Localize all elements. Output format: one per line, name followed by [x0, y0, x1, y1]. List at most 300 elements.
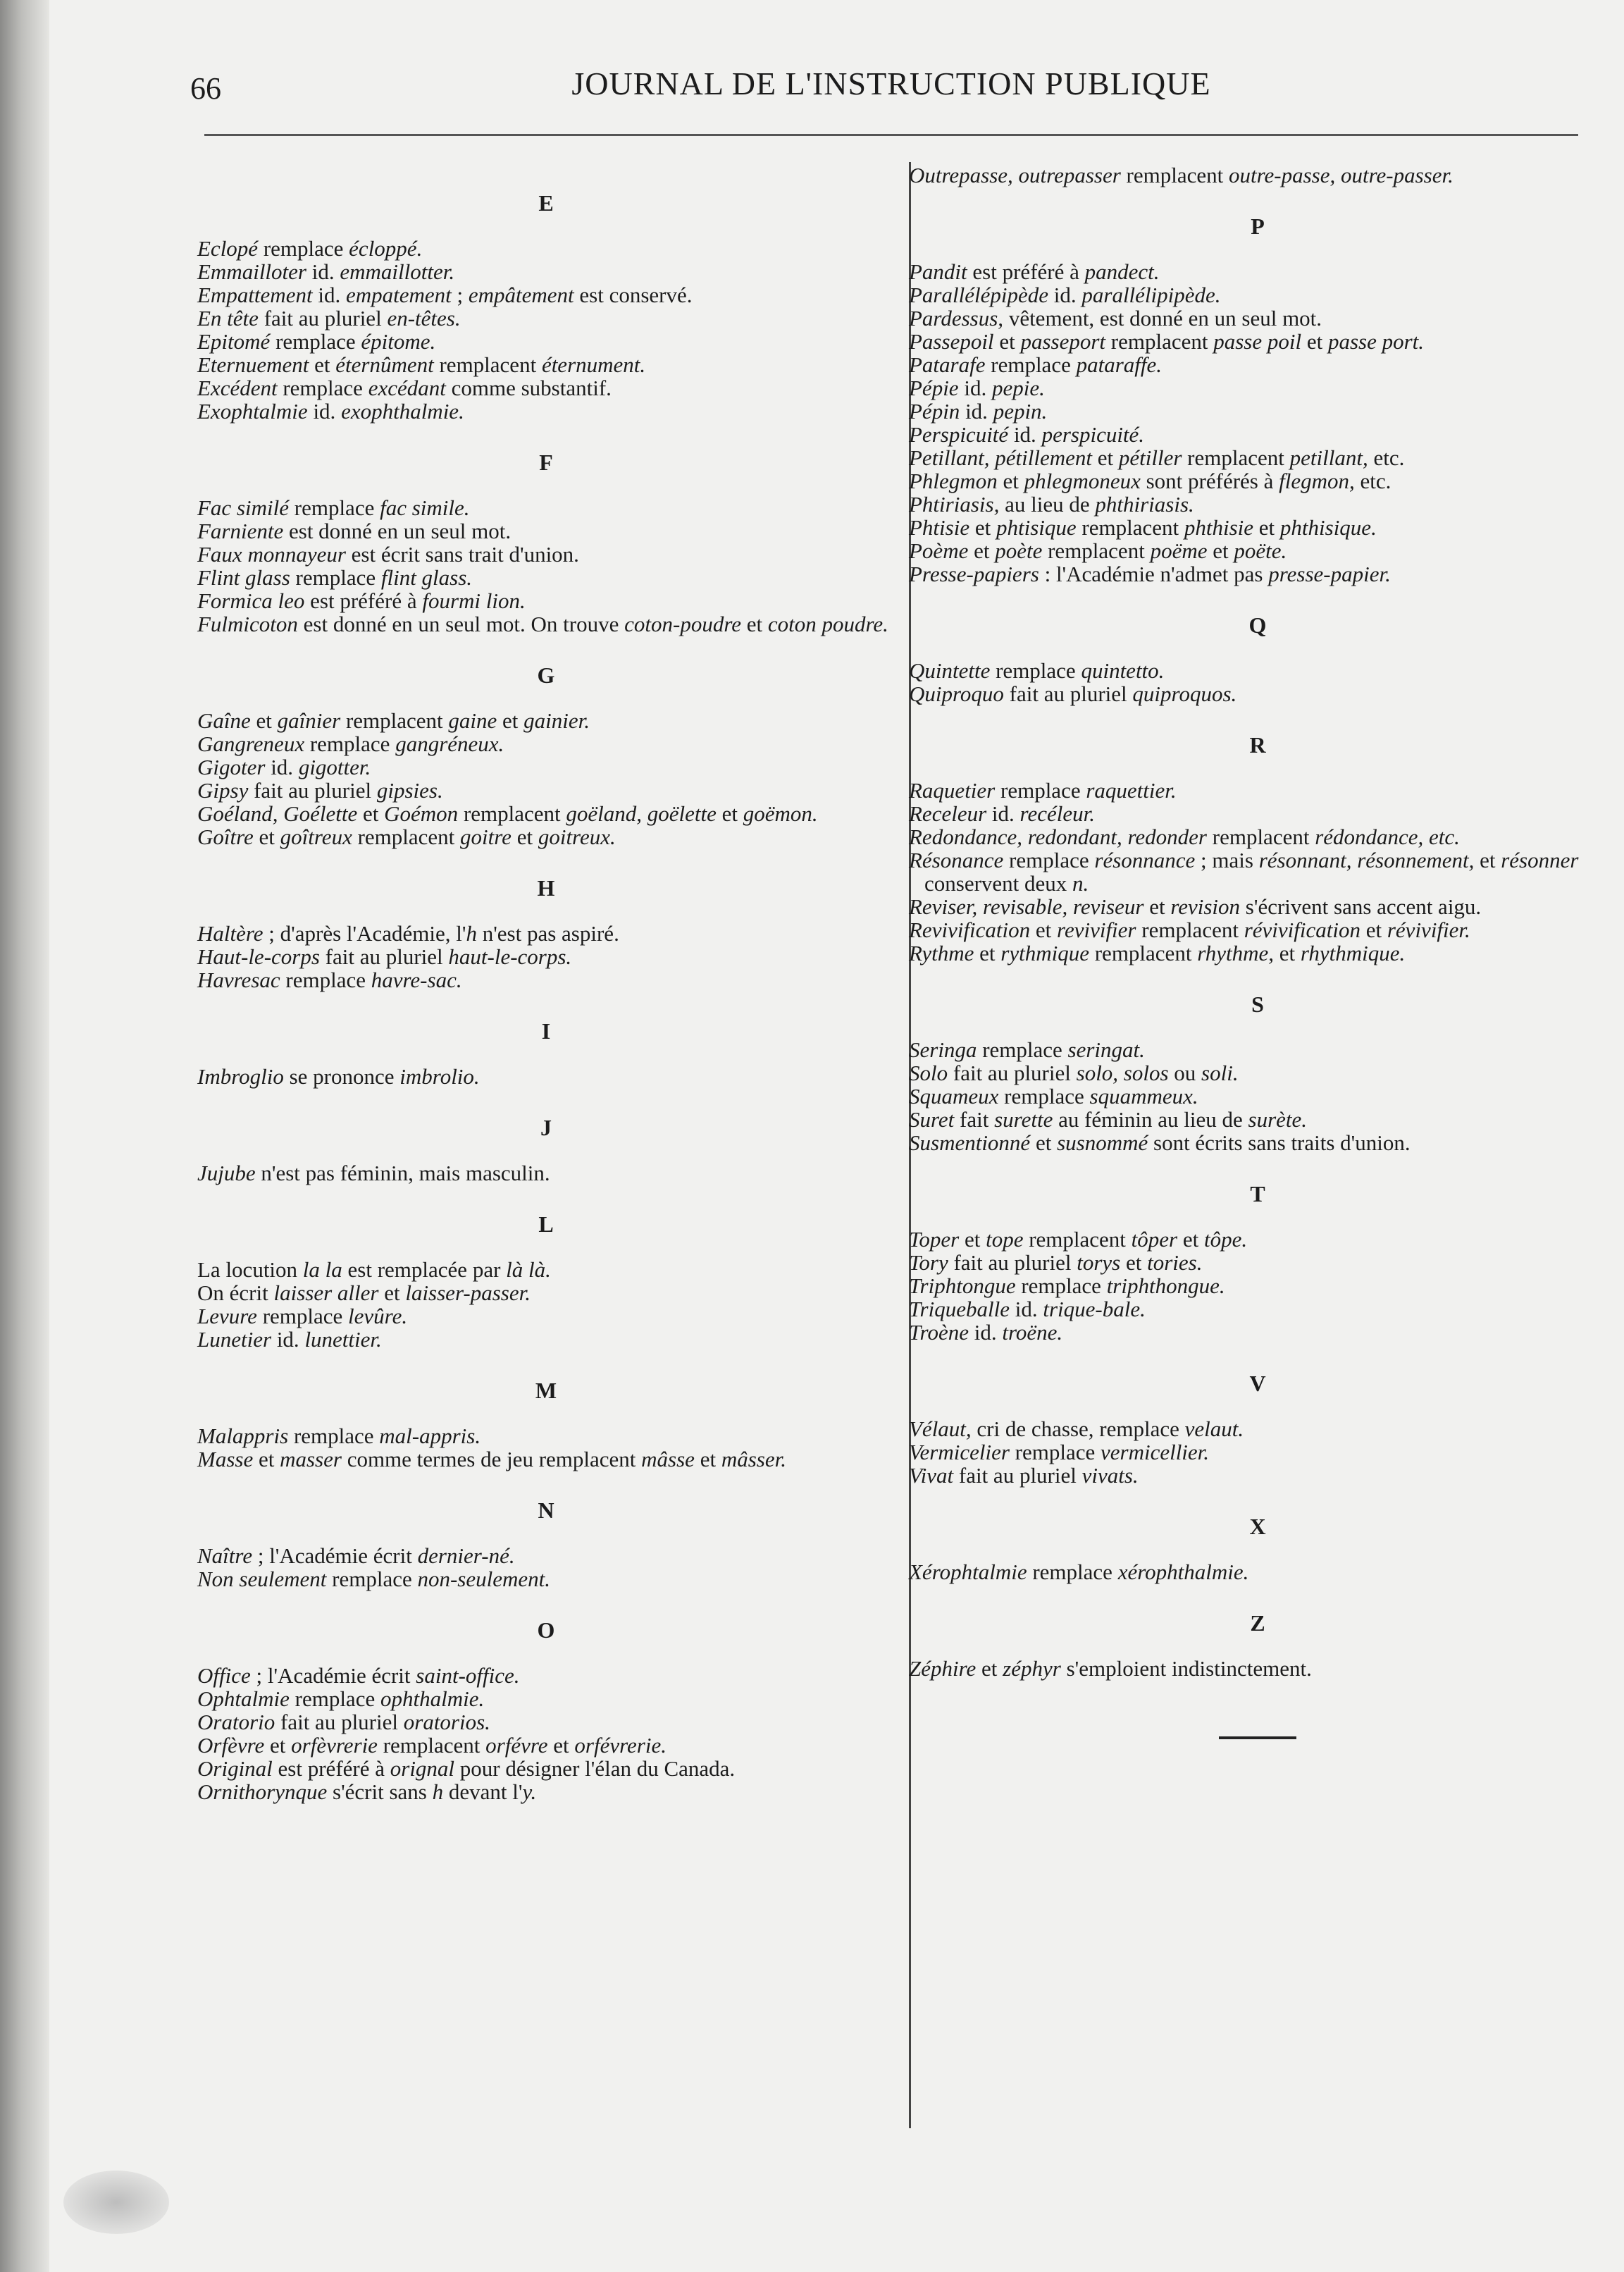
entry-text: ; l'Académie écrit [252, 1543, 418, 1568]
entry-text: id. [312, 283, 346, 307]
entry-text: remplace [289, 1686, 380, 1711]
entry-term: triphthongue. [1106, 1273, 1225, 1298]
dictionary-entry [909, 1061, 1606, 1085]
entry-term: Goéland, Goélette [197, 801, 358, 826]
entry-text: id. [1008, 422, 1042, 447]
dictionary-entry [909, 659, 1606, 682]
entry-term: Pandit [909, 259, 967, 284]
entry-term: passe poil [1213, 329, 1302, 354]
entry-text: remplacent [1042, 538, 1151, 563]
entry-term: Petillant, pétillement [909, 445, 1092, 470]
entry-term: tope [986, 1227, 1024, 1252]
right-column [909, 163, 1606, 1739]
dictionary-section [197, 1609, 895, 1803]
dictionary-section [909, 205, 1606, 586]
entry-term: Pépie [909, 376, 959, 400]
entry-text: s'emploient indistinctement. [1060, 1656, 1312, 1681]
section-letter: P [1251, 214, 1265, 239]
entry-term: surette [994, 1107, 1053, 1132]
dictionary-entry [909, 493, 1606, 516]
entry-term: Gigoter [197, 755, 266, 779]
entry-text: conservent deux [924, 871, 1073, 896]
entry-term: Solo [909, 1061, 948, 1085]
section-letter: I [541, 1018, 551, 1044]
entry-text: remplace [977, 1037, 1068, 1062]
entry-term: Receleur [909, 801, 987, 826]
entry-term: Tory [909, 1250, 948, 1275]
entry-text: id. [968, 1320, 1003, 1345]
dictionary-entry [197, 755, 895, 779]
entry-term: solo, solos [1076, 1061, 1169, 1085]
entry-term: orignal [390, 1756, 455, 1781]
entry-term: Empattement [197, 283, 313, 307]
entry-term: Non seulement [197, 1567, 327, 1591]
entry-term: lunettier. [304, 1327, 382, 1352]
entry-text: La locution [197, 1257, 303, 1282]
section-letter: O [537, 1617, 555, 1643]
entry-text: et [993, 329, 1021, 354]
entry-text: n'est pas aspiré. [476, 921, 619, 946]
entry-text: remplacent [1120, 163, 1229, 187]
entry-term: Susmentionné [909, 1130, 1031, 1155]
section-letter: Q [1248, 612, 1267, 638]
entry-term: Gangreneux [197, 731, 305, 756]
entry-term: seringat. [1067, 1037, 1145, 1062]
dictionary-entry [909, 941, 1606, 965]
entry-text: est donné en un seul mot. [283, 519, 512, 543]
dictionary-entry [197, 543, 895, 566]
dictionary-entry [909, 376, 1606, 400]
section-letter: V [1249, 1371, 1266, 1396]
entry-term: fourmi lion. [422, 588, 526, 613]
dictionary-entry [197, 612, 895, 636]
entry-term: surète. [1248, 1107, 1308, 1132]
entry-text: et [1143, 894, 1171, 919]
dictionary-section [197, 654, 895, 848]
entry-term: Raquetier [909, 778, 996, 803]
dictionary-entry [197, 1281, 895, 1304]
entry-term: Zéphire [909, 1656, 977, 1681]
entry-text: remplace [258, 236, 349, 261]
entry-text: et [1474, 848, 1501, 872]
dictionary-entry [909, 163, 1606, 187]
entry-text: et [357, 801, 385, 826]
dictionary-section [909, 163, 1606, 187]
entry-text: et [264, 1733, 292, 1758]
section-letter: X [1249, 1514, 1266, 1539]
ink-smudge [63, 2171, 169, 2234]
dictionary-entry [197, 237, 895, 260]
entry-text: et [694, 1447, 721, 1471]
entry-term: squammeux. [1089, 1084, 1198, 1109]
dictionary-entry [909, 1417, 1606, 1440]
dictionary-entry [909, 1038, 1606, 1061]
entry-text: remplacent [1023, 1227, 1132, 1252]
entry-term: laisser-passer. [405, 1280, 531, 1305]
section-letter: J [540, 1115, 552, 1140]
dictionary-section [197, 1369, 895, 1471]
entry-text: et [1273, 941, 1301, 965]
dictionary-entry [197, 825, 895, 848]
dictionary-entry [909, 330, 1606, 353]
dictionary-section [909, 1602, 1606, 1680]
entry-text: remplacent [352, 825, 461, 849]
entry-term: quintetto. [1081, 658, 1165, 683]
entry-term: orfévre [485, 1733, 548, 1758]
entry-term: Jujube [197, 1161, 256, 1185]
entry-term: Masse [197, 1447, 254, 1471]
entry-term: goitre [460, 825, 512, 849]
dictionary-entry [909, 802, 1606, 825]
entry-term: Seringa [909, 1037, 977, 1062]
dictionary-entry [909, 260, 1606, 283]
entry-term: levûre. [348, 1304, 408, 1328]
entry-text: est préféré à [967, 259, 1085, 284]
entry-text: et [969, 515, 996, 540]
entry-text: n'est pas féminin, mais masculin. [255, 1161, 550, 1185]
entry-text: et [968, 538, 996, 563]
entry-text: se prononce [283, 1064, 400, 1089]
entry-term: pepie. [991, 376, 1045, 400]
dictionary-entry [909, 307, 1606, 330]
entry-term: outre-passe, outre-passer. [1229, 163, 1453, 187]
dictionary-section [197, 1489, 895, 1591]
entry-term: non-seulement. [417, 1567, 551, 1591]
header-rule [204, 134, 1578, 136]
entry-term: Imbroglio [197, 1064, 284, 1089]
entry-term: saint-office. [416, 1663, 520, 1688]
entry-text: et [1030, 1130, 1058, 1155]
entry-text: fait au pluriel [248, 778, 377, 803]
entry-term: Ornithorynque [197, 1779, 328, 1804]
dictionary-entry [909, 283, 1606, 307]
entry-term: susnommé [1057, 1130, 1148, 1155]
entry-term: Epitomé [197, 329, 271, 354]
entry-text: est préféré à [272, 1756, 390, 1781]
dictionary-entry [197, 519, 895, 543]
dictionary-entry [197, 330, 895, 353]
entry-text: fait au pluriel [948, 1250, 1077, 1275]
entry-text: id. [1009, 1297, 1043, 1321]
entry-term: Haltère [197, 921, 264, 946]
dictionary-entry [197, 709, 895, 732]
entry-term: là là. [506, 1257, 551, 1282]
entry-text: et [1092, 445, 1119, 470]
entry-term: revivifier [1057, 918, 1136, 942]
entry-term: Troène [909, 1320, 969, 1345]
dictionary-entry [909, 1440, 1606, 1464]
entry-term: troëne. [1002, 1320, 1063, 1345]
entry-text: remplace [289, 495, 380, 520]
dictionary-entry [909, 1297, 1606, 1321]
entry-text: id. [271, 1327, 305, 1352]
dictionary-section [909, 1173, 1606, 1344]
entry-text: remplace [277, 376, 368, 400]
dictionary-entry [197, 1567, 895, 1591]
entry-term: Outrepasse, outrepasser [909, 163, 1121, 187]
entry-term: En tête [197, 306, 259, 331]
entry-term: quiproquos. [1132, 681, 1237, 706]
dictionary-entry [197, 1065, 895, 1088]
section-letter: G [537, 662, 555, 688]
entry-term: rédondance, etc. [1315, 825, 1460, 849]
dictionary-section [909, 1505, 1606, 1583]
dictionary-entry [909, 895, 1606, 918]
entry-text: remplace [1027, 1560, 1118, 1584]
dictionary-entry [909, 400, 1606, 423]
entry-text: remplace [288, 1424, 380, 1448]
dictionary-entry [197, 1258, 895, 1281]
dictionary-entry [909, 1108, 1606, 1131]
dictionary-entry [909, 516, 1606, 539]
entry-term: résonnance [1094, 848, 1196, 872]
entry-text: au féminin au lieu de [1053, 1107, 1248, 1132]
entry-term: Original [197, 1756, 273, 1781]
dictionary-entry [909, 825, 1606, 848]
entry-term: perspicuité. [1041, 422, 1145, 447]
entry-term: Haut-le-corps [197, 944, 320, 969]
entry-text: et [378, 1280, 406, 1305]
entry-term: Squameux [909, 1084, 999, 1109]
entry-term: Exophtalmie [197, 399, 308, 424]
dictionary-entry [909, 539, 1606, 562]
entry-term: pepin. [993, 399, 1048, 424]
entry-text: et [309, 352, 336, 377]
entry-term: pandect. [1084, 259, 1160, 284]
dictionary-entry [197, 1710, 895, 1734]
entry-term: n. [1072, 871, 1089, 896]
entry-term: tôpe. [1203, 1227, 1248, 1252]
entry-text: remplace [326, 1567, 418, 1591]
dictionary-entry [197, 1161, 895, 1185]
entry-term: Oratorio [197, 1710, 275, 1734]
dictionary-entry [909, 1274, 1606, 1297]
entry-term: Farniente [197, 519, 284, 543]
entry-term: Revivification [909, 918, 1031, 942]
entry-term: orfèvrerie [291, 1733, 378, 1758]
entry-term: Lunetier [197, 1327, 272, 1352]
entry-term: h [466, 921, 477, 946]
entry-term: recéleur. [1019, 801, 1095, 826]
entry-term: résonnant, résonnement, [1258, 848, 1475, 872]
dictionary-entry [909, 1228, 1606, 1251]
dictionary-entry [197, 968, 895, 992]
entry-term: gainier. [523, 708, 590, 733]
entry-text: remplacent [1136, 918, 1244, 942]
entry-term: Fac similé [197, 495, 289, 520]
entry-term: gigotter. [298, 755, 371, 779]
entry-term: phthisique. [1279, 515, 1377, 540]
section-letter: T [1250, 1181, 1265, 1206]
entry-term: en-têtes. [387, 306, 461, 331]
entry-text: comme substantif. [445, 376, 612, 400]
dictionary-entry [197, 566, 895, 589]
entry-term: révivification [1244, 918, 1360, 942]
entry-text: et [1360, 918, 1387, 942]
entry-text: et [1120, 1250, 1148, 1275]
entry-term: Reviser, revisable, reviseur [909, 894, 1144, 919]
entry-term: zéphyr [1003, 1656, 1061, 1681]
entry-term: Vivat [909, 1463, 954, 1488]
entry-text: etc. [1368, 445, 1405, 470]
entry-term: goîtreux [280, 825, 352, 849]
entry-text: au lieu de [999, 492, 1096, 517]
page-number: 66 [190, 71, 221, 106]
entry-term: parallélipipède. [1081, 283, 1221, 307]
entry-text: remplacent [1089, 941, 1198, 965]
entry-text: id. [960, 399, 993, 424]
entry-term: Levure [197, 1304, 257, 1328]
entry-text: pour désigner l'élan du Canada. [454, 1756, 736, 1781]
dictionary-entry [197, 307, 895, 330]
entry-term: Ophtalmie [197, 1686, 290, 1711]
entry-term: Passepoil [909, 329, 994, 354]
dictionary-entry [197, 1328, 895, 1351]
entry-text: fait au pluriel [319, 944, 449, 969]
entry-term: Goître [197, 825, 254, 849]
entry-term: Formica leo [197, 588, 305, 613]
entry-term: raquettier. [1086, 778, 1177, 803]
entry-term: Redondance, redondant, redonder [909, 825, 1207, 849]
entry-term: trique-bale. [1043, 1297, 1146, 1321]
entry-text: est donné en un seul mot. On trouve [297, 612, 625, 636]
dictionary-entry [197, 1734, 895, 1757]
entry-term: passe port. [1327, 329, 1425, 354]
end-rule [1219, 1736, 1296, 1739]
entry-term: Toper [909, 1227, 960, 1252]
entry-term: velaut. [1184, 1416, 1244, 1441]
entry-term: écloppé. [349, 236, 423, 261]
entry-text: remplace [280, 968, 371, 992]
dictionary-section [909, 604, 1606, 705]
dictionary-section [197, 182, 895, 423]
entry-text: remplace [304, 731, 396, 756]
entry-term: orfévrerie. [574, 1733, 667, 1758]
entry-text: remplacent [1105, 329, 1214, 354]
entry-text: etc. [1354, 469, 1391, 493]
entry-term: Eclopé [197, 236, 259, 261]
left-column [197, 163, 895, 1803]
entry-text: s'écrivent sans accent aigu. [1240, 894, 1482, 919]
entry-text: remplace [1015, 1273, 1107, 1298]
entry-term: Fulmicoton [197, 612, 298, 636]
entry-text: fait au pluriel [1003, 681, 1133, 706]
entry-term: phthiriasis. [1095, 492, 1194, 517]
entry-term: Gipsy [197, 778, 249, 803]
dictionary-entry [909, 918, 1606, 941]
dictionary-section [197, 1010, 895, 1088]
dictionary-entry [197, 260, 895, 283]
entry-text: et [1030, 918, 1058, 942]
entry-term: Rythme [909, 941, 974, 965]
entry-term: petillant, [1289, 445, 1368, 470]
entry-text: remplace [290, 565, 381, 590]
entry-term: h [432, 1779, 444, 1804]
entry-term: mâsse [641, 1447, 695, 1471]
entry-term: Perspicuité [909, 422, 1009, 447]
entry-text: et [974, 941, 1001, 965]
entry-text: et [716, 801, 743, 826]
entry-text: vêtement, est donné en un seul mot. [1003, 306, 1322, 331]
entry-text: remplace [270, 329, 361, 354]
dictionary-entry [197, 1304, 895, 1328]
dictionary-entry [197, 1664, 895, 1687]
entry-term: Emmailloter [197, 259, 306, 284]
entry-text: et [1207, 538, 1234, 563]
entry-text: remplace [998, 1084, 1090, 1109]
entry-term: Phtiriasis, [909, 492, 1000, 517]
journal-title: JOURNAL DE L'INSTRUCTION PUBLIQUE [571, 66, 1211, 101]
entry-term: havre-sac. [371, 968, 462, 992]
entry-text: ; mais [1195, 848, 1259, 872]
dictionary-entry [197, 353, 895, 376]
entry-term: mal-appris. [379, 1424, 481, 1448]
dictionary-entry [909, 1657, 1606, 1680]
entry-term: y. [522, 1779, 537, 1804]
entry-text: et [1253, 515, 1280, 540]
entry-text: ou [1168, 1061, 1202, 1085]
entry-term: Havresac [197, 968, 280, 992]
entry-term: résonner [1501, 848, 1579, 872]
section-letter: L [538, 1211, 554, 1237]
section-letter: R [1249, 732, 1266, 758]
entry-term: exophthalmie. [341, 399, 464, 424]
entry-text: : l'Académie n'admet pas [1039, 562, 1269, 586]
entry-term: gangréneux. [395, 731, 504, 756]
entry-text: id. [265, 755, 299, 779]
entry-text: et [997, 469, 1024, 493]
entry-term: flegmon, [1279, 469, 1355, 493]
entry-term: la la [302, 1257, 342, 1282]
entry-term: pétiller [1118, 445, 1182, 470]
entry-term: Parallélépipède [909, 283, 1048, 307]
entry-term: goëmon. [743, 801, 818, 826]
entry-text: id. [986, 801, 1020, 826]
entry-text: et [511, 825, 538, 849]
entry-text: id. [306, 259, 340, 284]
entry-term: Flint glass [197, 565, 290, 590]
section-letter: E [538, 190, 554, 216]
dictionary-section [197, 867, 895, 992]
entry-text: et [976, 1656, 1003, 1681]
entry-term: pataraffe. [1076, 352, 1163, 377]
entry-term: ophthalmie. [380, 1686, 485, 1711]
entry-term: Office [197, 1663, 251, 1688]
entry-term: phtisique [996, 515, 1077, 540]
entry-text: et [253, 825, 280, 849]
entry-term: empâtement [468, 283, 574, 307]
entry-term: poëme [1150, 538, 1208, 563]
entry-term: masser [280, 1447, 342, 1471]
dictionary-entry [197, 779, 895, 802]
entry-term: Poème [909, 538, 969, 563]
dictionary-entry [197, 496, 895, 519]
entry-text: et [959, 1227, 986, 1252]
entry-term: fac simile. [380, 495, 470, 520]
dictionary-entry [909, 779, 1606, 802]
entry-term: poète [995, 538, 1043, 563]
dictionary-entry [197, 732, 895, 755]
section-letter: F [539, 450, 553, 475]
dictionary-entry [197, 802, 895, 825]
dictionary-entry [909, 469, 1606, 493]
dictionary-entry [197, 1424, 895, 1447]
dictionary-section [909, 724, 1606, 965]
entry-term: Triphtongue [909, 1273, 1016, 1298]
entry-text: remplace [256, 1304, 349, 1328]
dictionary-entry [909, 423, 1606, 446]
entry-term: Presse-papiers [909, 562, 1039, 586]
